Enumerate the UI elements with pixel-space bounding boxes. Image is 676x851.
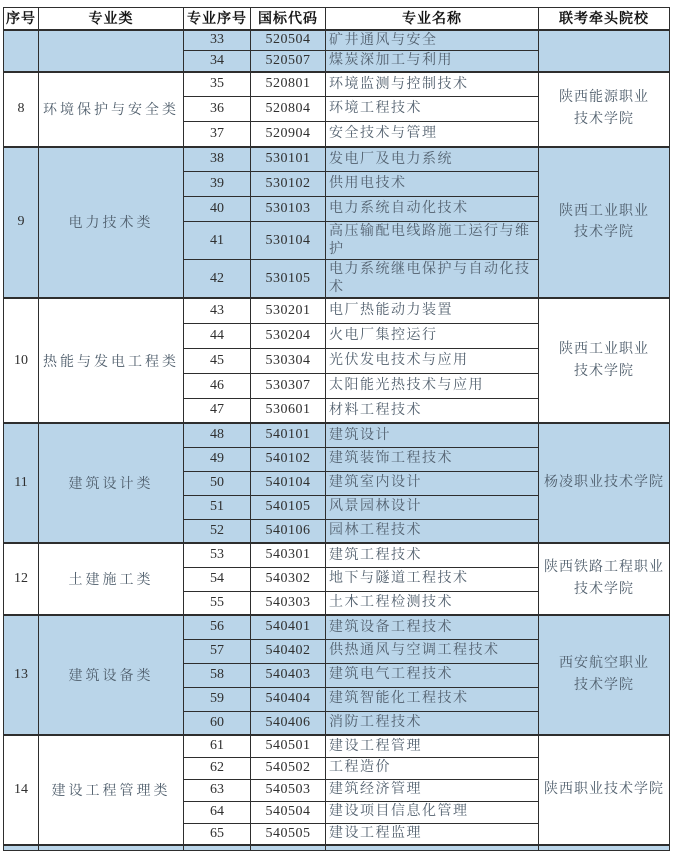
major-name-cell: 建设项目信息化管理: [326, 801, 539, 823]
column-header-national-code: 国标代码: [251, 8, 326, 30]
national-code-cell: 530307: [251, 373, 326, 398]
major-name-cell: 建筑装饰工程技术: [326, 447, 539, 471]
column-header-lead-institution: 联考牵头院校: [539, 8, 670, 30]
institution-cell: [539, 615, 670, 735]
major-serial-cell: 61: [184, 735, 251, 757]
major-serial-cell: 48: [184, 423, 251, 447]
national-code-cell: 520804: [251, 97, 326, 122]
serial-cell: 11: [4, 423, 39, 543]
major-name-cell: 发电厂及电力系统: [326, 147, 539, 172]
major-serial-cell: 42: [184, 260, 251, 299]
national-code-cell: 520507: [251, 51, 326, 72]
table-row: [4, 735, 670, 757]
major-serial-cell: 51: [184, 495, 251, 519]
major-name-cell: 环境工程技术: [326, 97, 539, 122]
table-row: [4, 298, 670, 323]
institution-cell: [539, 72, 670, 147]
category-cell: 土建施工类: [39, 543, 184, 615]
national-code-cell: 540501: [251, 735, 326, 757]
institution-line: 陕西职业技术学院: [544, 782, 664, 798]
major-name-cell: 建筑电气工程技术: [326, 663, 539, 687]
national-code-cell: 540505: [251, 823, 326, 845]
major-serial-cell: 33: [184, 30, 251, 51]
institution-cell: [539, 30, 670, 72]
major-name-cell: 建设工程管理: [326, 735, 539, 757]
major-serial-cell: 47: [184, 398, 251, 423]
major-name-cell: 工程造价: [326, 757, 539, 779]
national-code-cell: 540104: [251, 471, 326, 495]
column-header-major-name: 专业名称: [326, 8, 539, 30]
institution-line: 陕西工业职业: [559, 203, 649, 219]
national-code-cell: 520504: [251, 30, 326, 51]
major-serial-cell: 59: [184, 687, 251, 711]
institution-line: 技术学院: [574, 363, 634, 379]
major-name-cell: 建筑设计: [326, 423, 539, 447]
major-serial-cell: 38: [184, 147, 251, 172]
major-name-cell: 高压输配电线路施工运行与维护: [326, 222, 539, 260]
national-code-cell: [251, 845, 326, 850]
table-row: [4, 423, 670, 447]
national-code-cell: 540403: [251, 663, 326, 687]
serial-cell: 13: [4, 615, 39, 735]
major-name-cell: 园林工程技术: [326, 519, 539, 543]
national-code-cell: 530105: [251, 260, 326, 299]
national-code-cell: 520904: [251, 122, 326, 147]
institution-line: 陕西铁路工程职业: [544, 560, 664, 576]
national-code-cell: 530304: [251, 348, 326, 373]
major-serial-cell: 36: [184, 97, 251, 122]
table-header-row: [4, 8, 670, 30]
major-name-cell: 建筑工程技术: [326, 543, 539, 567]
institution-cell: [539, 423, 670, 543]
column-header-serial: 序号: [4, 8, 39, 30]
national-code-cell: 540301: [251, 543, 326, 567]
institution-line: 技术学院: [574, 678, 634, 693]
category-cell: 热能与发电工程类: [39, 298, 184, 423]
major-serial-cell: 62: [184, 757, 251, 779]
serial-cell: [4, 30, 39, 72]
national-code-cell: 540402: [251, 639, 326, 663]
major-serial-cell: 37: [184, 122, 251, 147]
major-serial-cell: 57: [184, 639, 251, 663]
major-name-cell: 煤炭深加工与利用: [326, 51, 539, 72]
category-cell: 电力技术类: [39, 147, 184, 299]
national-code-cell: 540101: [251, 423, 326, 447]
category-cell: 建筑设计类: [39, 423, 184, 543]
major-name-cell: 供用电技术: [326, 172, 539, 197]
major-serial-cell: 63: [184, 779, 251, 801]
national-code-cell: 540504: [251, 801, 326, 823]
institution-line: 技术学院: [574, 225, 634, 241]
national-code-cell: 540406: [251, 711, 326, 735]
national-code-cell: 540302: [251, 567, 326, 591]
institution-line: 技术学院: [574, 582, 634, 597]
serial-cell: [4, 845, 39, 850]
table-row: [4, 30, 670, 51]
serial-cell: 10: [4, 298, 39, 423]
major-serial-cell: 65: [184, 823, 251, 845]
table-row: [4, 147, 670, 172]
major-serial-cell: 64: [184, 801, 251, 823]
national-code-cell: 530103: [251, 197, 326, 222]
category-cell: [39, 845, 184, 850]
major-serial-cell: 39: [184, 172, 251, 197]
institution-cell: [539, 735, 670, 845]
major-name-cell: 供热通风与空调工程技术: [326, 639, 539, 663]
national-code-cell: 540502: [251, 757, 326, 779]
national-code-cell: 520801: [251, 72, 326, 97]
major-name-cell: 建设工程监理: [326, 823, 539, 845]
major-name-cell: 土木工程检测技术: [326, 591, 539, 615]
serial-cell: 8: [4, 72, 39, 147]
category-cell: 环境保护与安全类: [39, 72, 184, 147]
category-cell: 建设工程管理类: [39, 735, 184, 845]
major-serial-cell: 44: [184, 323, 251, 348]
major-serial-cell: 55: [184, 591, 251, 615]
national-code-cell: 530601: [251, 398, 326, 423]
column-header-category: 专业类: [39, 8, 184, 30]
column-header-major-serial: 专业序号: [184, 8, 251, 30]
major-name-cell: 风景园林设计: [326, 495, 539, 519]
major-serial-cell: 43: [184, 298, 251, 323]
serial-cell: 9: [4, 147, 39, 299]
table-row: [4, 543, 670, 567]
table-row: [4, 615, 670, 639]
major-name-cell: 太阳能光热技术与应用: [326, 373, 539, 398]
major-name-cell: 建筑室内设计: [326, 471, 539, 495]
major-name-cell: 安全技术与管理: [326, 122, 539, 147]
major-name-cell: 地下与隧道工程技术: [326, 567, 539, 591]
major-serial-cell: 53: [184, 543, 251, 567]
major-serial-cell: 49: [184, 447, 251, 471]
category-cell: 建筑设备类: [39, 615, 184, 735]
major-name-cell: 建筑智能化工程技术: [326, 687, 539, 711]
institution-cell: [539, 543, 670, 615]
national-code-cell: 530104: [251, 222, 326, 260]
major-serial-cell: 41: [184, 222, 251, 260]
major-name-cell: 火电厂集控运行: [326, 323, 539, 348]
major-serial-cell: 60: [184, 711, 251, 735]
institution-cell: [539, 298, 670, 423]
major-name-cell: [326, 845, 539, 850]
major-name-cell: 环境监测与控制技术: [326, 72, 539, 97]
major-name-cell: 建筑设备工程技术: [326, 615, 539, 639]
major-serial-cell: 40: [184, 197, 251, 222]
national-code-cell: 540105: [251, 495, 326, 519]
national-code-cell: 530102: [251, 172, 326, 197]
national-code-cell: 540106: [251, 519, 326, 543]
institution-line: 陕西能源职业: [559, 90, 649, 106]
national-code-cell: 540404: [251, 687, 326, 711]
institution-line: 技术学院: [574, 112, 634, 127]
national-code-cell: 530201: [251, 298, 326, 323]
category-cell: [39, 30, 184, 72]
major-name-cell: 消防工程技术: [326, 711, 539, 735]
major-serial-cell: 45: [184, 348, 251, 373]
serial-cell: 12: [4, 543, 39, 615]
major-name-cell: 光伏发电技术与应用: [326, 348, 539, 373]
national-code-cell: 540401: [251, 615, 326, 639]
major-name-cell: 电力系统自动化技术: [326, 197, 539, 222]
joint-exam-major-table: [3, 7, 670, 851]
major-serial-cell: 34: [184, 51, 251, 72]
national-code-cell: 530101: [251, 147, 326, 172]
national-code-cell: 540303: [251, 591, 326, 615]
major-serial-cell: 35: [184, 72, 251, 97]
major-serial-cell: 50: [184, 471, 251, 495]
major-name-cell: 电厂热能动力装置: [326, 298, 539, 323]
major-serial-cell: 46: [184, 373, 251, 398]
national-code-cell: 530204: [251, 323, 326, 348]
major-serial-cell: [184, 845, 251, 850]
institution-line: 杨凌职业技术学院: [544, 475, 664, 491]
national-code-cell: 540503: [251, 779, 326, 801]
institution-line: 西安航空职业: [559, 656, 649, 672]
institution-line: 陕西工业职业: [559, 341, 649, 357]
major-serial-cell: 56: [184, 615, 251, 639]
partial-bottom-row: [4, 845, 670, 850]
major-name-cell: 材料工程技术: [326, 398, 539, 423]
institution-cell: [539, 147, 670, 299]
major-name-cell: 建筑经济管理: [326, 779, 539, 801]
table-row: [4, 72, 670, 97]
major-name-cell: 电力系统继电保护与自动化技术: [326, 260, 539, 299]
major-name-cell: 矿井通风与安全: [326, 30, 539, 51]
major-serial-cell: 54: [184, 567, 251, 591]
institution-cell: [539, 845, 670, 850]
major-serial-cell: 58: [184, 663, 251, 687]
major-serial-cell: 52: [184, 519, 251, 543]
serial-cell: 14: [4, 735, 39, 845]
national-code-cell: 540102: [251, 447, 326, 471]
